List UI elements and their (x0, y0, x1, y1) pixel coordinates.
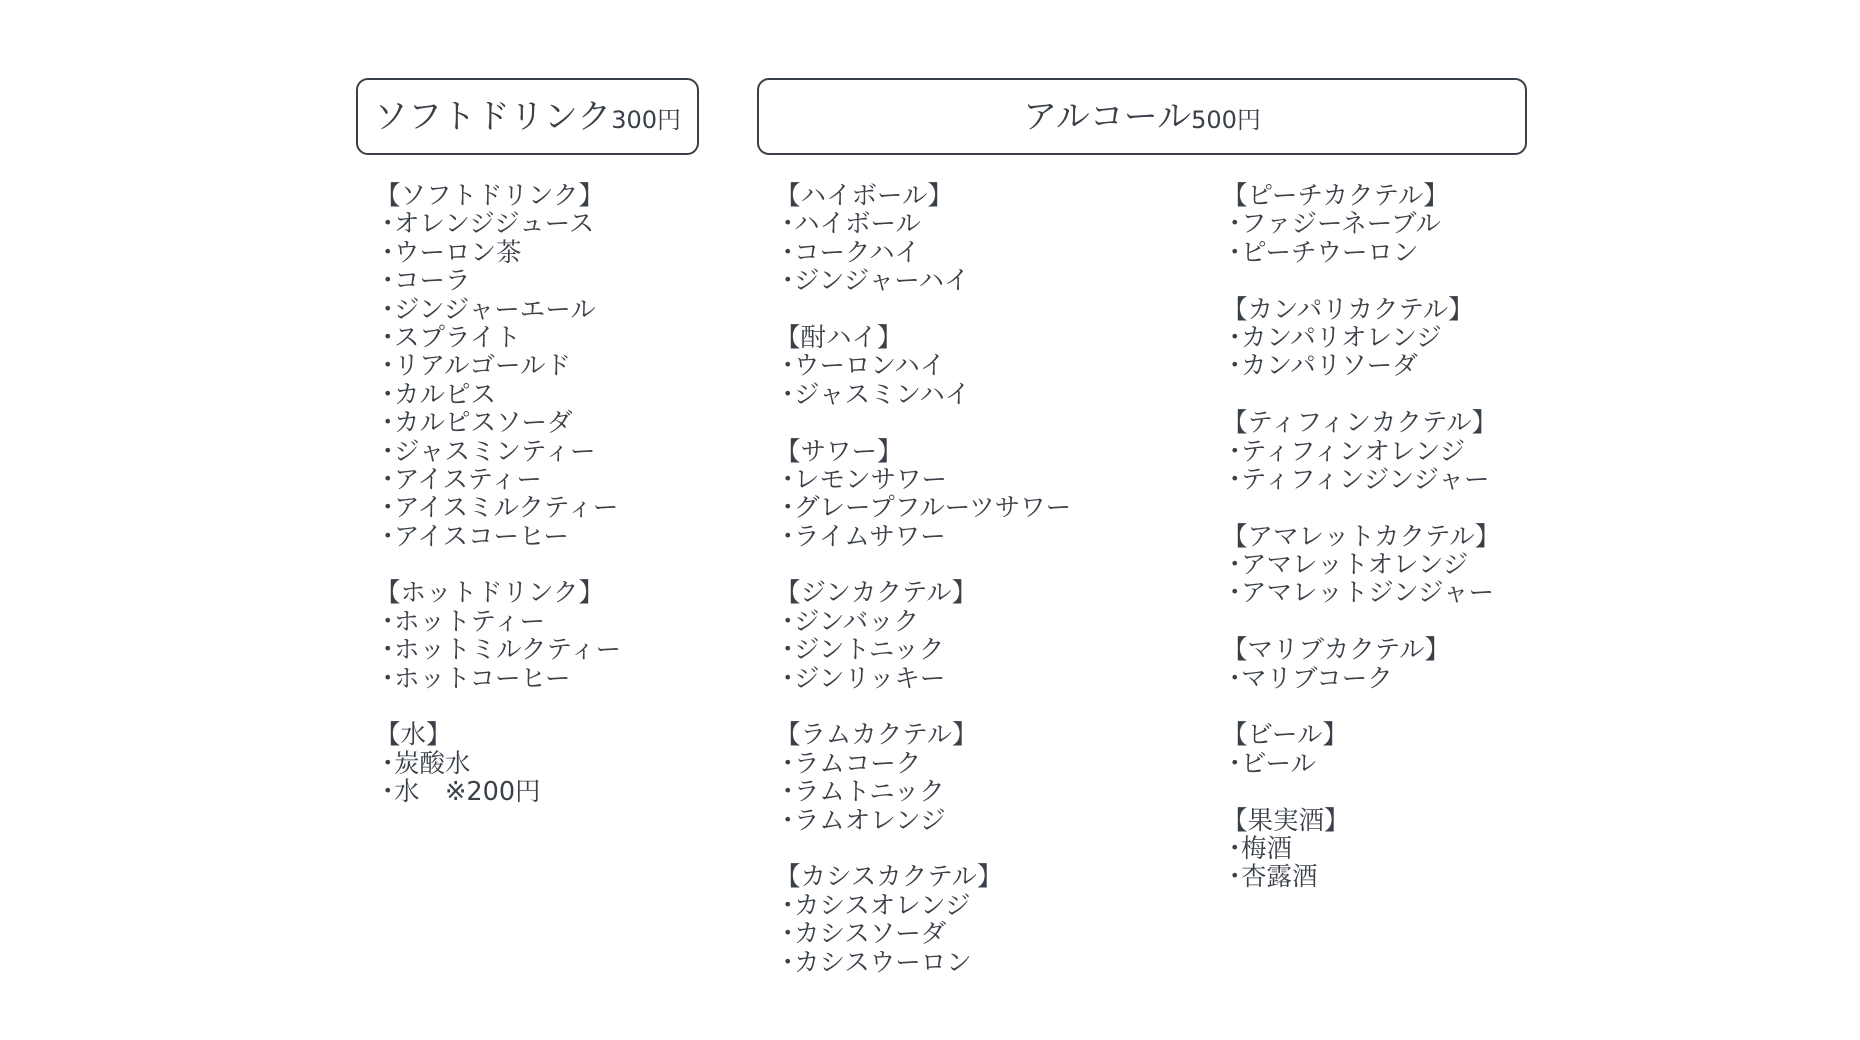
menu-item (1222, 239, 1500, 267)
menu-section (775, 182, 1071, 296)
menu-item-label: ティフィンジンジャー (1241, 464, 1490, 495)
menu-item-label: ジンジャーハイ (794, 266, 970, 297)
bullet-icon: ・ (775, 237, 801, 268)
menu-item (775, 523, 1071, 551)
bullet-icon: ・ (775, 777, 801, 808)
menu-section (375, 721, 621, 806)
bullet-icon: ・ (375, 379, 401, 410)
menu-item (375, 296, 621, 324)
menu-item (1222, 863, 1500, 891)
menu-item (375, 352, 621, 380)
menu-item-label: ジャスミンハイ (794, 379, 971, 410)
menu-item (775, 239, 1071, 267)
bullet-icon: ・ (375, 408, 401, 439)
section-heading: 【水】 (375, 720, 452, 751)
bullet-icon: ・ (775, 635, 801, 666)
section-item-list (1222, 324, 1500, 381)
bullet-icon: ・ (1222, 464, 1248, 495)
section-heading: 【マリブカクテル】 (1222, 635, 1450, 666)
bullet-icon: ・ (1222, 237, 1248, 268)
section-heading: 【ジンカクテル】 (775, 578, 978, 609)
menu-item (1222, 551, 1500, 579)
bullet-icon: ・ (375, 493, 401, 524)
section-item-list (1222, 210, 1500, 267)
menu-item (775, 636, 1071, 664)
menu-item-label: ファジーネーブル (1241, 209, 1441, 240)
bullet-icon: ・ (375, 294, 401, 325)
soft-drink-header (356, 78, 699, 155)
menu-item (775, 778, 1071, 806)
bullet-icon: ・ (375, 777, 401, 808)
bullet-icon: ・ (375, 436, 401, 467)
menu-item-label: ホットティー (394, 606, 545, 637)
section-item-list (375, 750, 621, 807)
menu-item-label: アイスコーヒー (394, 521, 569, 552)
menu-item-label: カンパリソーダ (1241, 351, 1418, 382)
menu-section (775, 438, 1071, 552)
section-item-list (775, 892, 1071, 977)
menu-item-label: コークハイ (794, 237, 920, 268)
menu-section (1222, 807, 1500, 892)
alcohol-column-2 (1222, 182, 1500, 920)
bullet-icon: ・ (375, 351, 401, 382)
menu-item (775, 381, 1071, 409)
menu-item (375, 665, 621, 693)
alcohol-title: アルコール (1023, 96, 1192, 137)
menu-item (375, 324, 621, 352)
menu-item (1222, 210, 1500, 238)
section-item-list (775, 352, 1071, 409)
bullet-icon: ・ (1222, 209, 1248, 240)
menu-item-label: マリブコーク (1241, 663, 1393, 694)
menu-item (375, 438, 621, 466)
bullet-icon: ・ (375, 464, 401, 495)
menu-section (375, 579, 621, 693)
bullet-icon: ・ (375, 266, 401, 297)
bullet-icon: ・ (775, 209, 801, 240)
bullet-icon: ・ (775, 947, 801, 978)
menu-item-label: ジントニック (794, 635, 945, 666)
menu-item-label: ホットミルクティー (394, 635, 621, 666)
menu-item-label: 梅酒 (1241, 833, 1293, 864)
section-heading: 【アマレットカクテル】 (1222, 521, 1501, 552)
section-item-list (1222, 665, 1500, 693)
menu-section (1222, 636, 1500, 693)
menu-item (375, 494, 621, 522)
menu-item-label: ジンリッキー (794, 663, 946, 694)
bullet-icon: ・ (375, 606, 401, 637)
menu-item (775, 892, 1071, 920)
menu-item (375, 239, 621, 267)
menu-item-label: グレープフルーツサワー (794, 493, 1072, 524)
menu-item (1222, 665, 1500, 693)
menu-item-label: ジンジャーエール (394, 294, 596, 325)
menu-item (375, 409, 621, 437)
section-heading: 【カシスカクテル】 (775, 862, 1003, 893)
bullet-icon: ・ (375, 748, 401, 779)
bullet-icon: ・ (1222, 578, 1248, 609)
menu-item-label: レモンサワー (794, 464, 948, 495)
soft-drink-title: ソフトドリンク (373, 96, 612, 137)
menu-item (375, 750, 621, 778)
section-item-list (375, 210, 621, 551)
bullet-icon: ・ (375, 237, 401, 268)
bullet-icon: ・ (775, 606, 801, 637)
menu-item-label: スプライト (394, 322, 521, 353)
menu-item (775, 807, 1071, 835)
menu-item (775, 750, 1071, 778)
section-item-list (1222, 750, 1500, 778)
menu-item (775, 608, 1071, 636)
bullet-icon: ・ (775, 919, 801, 950)
menu-section (775, 324, 1071, 409)
bullet-icon: ・ (775, 805, 801, 836)
section-heading: 【ホットドリンク】 (375, 578, 604, 609)
section-item-list (1222, 551, 1500, 608)
bullet-icon: ・ (775, 493, 801, 524)
menu-section (775, 721, 1071, 835)
menu-item-label: カシスオレンジ (794, 890, 971, 921)
section-heading: 【酎ハイ】 (775, 322, 903, 353)
bullet-icon: ・ (1222, 862, 1248, 893)
section-heading: 【ビール】 (1222, 720, 1348, 751)
bullet-icon: ・ (775, 748, 801, 779)
menu-item (375, 636, 621, 664)
menu-item (1222, 352, 1500, 380)
menu-section (1222, 296, 1500, 381)
section-item-list (775, 608, 1071, 693)
section-item-list (1222, 835, 1500, 892)
section-heading: 【カンパリカクテル】 (1222, 294, 1474, 325)
menu-item-label: アマレットオレンジ (1241, 550, 1469, 581)
section-item-list (1222, 438, 1500, 495)
menu-section (775, 863, 1071, 977)
menu-item (775, 665, 1071, 693)
menu-item-label: ウーロンハイ (794, 351, 946, 382)
menu-item (1222, 438, 1500, 466)
menu-item-label: ウーロン茶 (394, 237, 522, 268)
menu-item (375, 267, 621, 295)
menu-item-label: カシスソーダ (794, 919, 947, 950)
section-item-list (775, 466, 1071, 551)
bullet-icon: ・ (775, 464, 801, 495)
bullet-icon: ・ (775, 890, 801, 921)
menu-section (1222, 523, 1500, 608)
bullet-icon: ・ (1222, 550, 1248, 581)
menu-item (775, 210, 1071, 238)
bullet-icon: ・ (1222, 351, 1248, 382)
menu-item-label: アイスティー (394, 464, 542, 495)
menu-item (775, 352, 1071, 380)
menu-item (375, 381, 621, 409)
menu-item (1222, 835, 1500, 863)
menu-item-label: カシスウーロン (794, 947, 972, 978)
bullet-icon: ・ (775, 351, 801, 382)
menu-item-label: ビール (1241, 748, 1316, 779)
section-heading: 【ピーチカクテル】 (1222, 181, 1449, 211)
menu-item-label: ラムオレンジ (794, 805, 946, 836)
bullet-icon: ・ (1222, 663, 1248, 694)
menu-item (1222, 324, 1500, 352)
menu-item-label: 杏露酒 (1241, 862, 1318, 893)
section-heading: 【ハイボール】 (775, 181, 953, 211)
bullet-icon: ・ (775, 663, 801, 694)
menu-item-label: アイスミルクティー (394, 493, 619, 524)
menu-item-label: 炭酸水 (394, 748, 471, 779)
menu-item (775, 949, 1071, 977)
section-heading: 【果実酒】 (1222, 805, 1350, 836)
menu-item-label: ピーチウーロン (1241, 237, 1419, 268)
soft-drink-price: 300円 (611, 105, 682, 134)
menu-item (775, 466, 1071, 494)
soft-drink-column (375, 182, 621, 835)
section-heading: 【ソフトドリンク】 (375, 181, 604, 211)
menu-item (375, 523, 621, 551)
bullet-icon: ・ (375, 663, 401, 694)
section-item-list (775, 750, 1071, 835)
menu-item-label: ホットコーヒー (394, 663, 571, 694)
bullet-icon: ・ (375, 521, 401, 552)
bullet-icon: ・ (1222, 322, 1248, 353)
menu-item-label: カルピス (394, 379, 497, 410)
menu-item (775, 920, 1071, 948)
bullet-icon: ・ (375, 322, 401, 353)
menu-item-label: 水 ※200円 (394, 777, 541, 808)
menu-item (375, 778, 621, 806)
menu-item-label: コーラ (394, 266, 471, 297)
alcohol-price: 500円 (1191, 105, 1261, 134)
menu-item-label: ティフィンオレンジ (1241, 436, 1466, 467)
bullet-icon: ・ (1222, 436, 1248, 467)
bullet-icon: ・ (375, 209, 401, 240)
menu-item-label: ハイボール (794, 209, 921, 240)
menu-item-label: ラムコーク (794, 748, 922, 779)
menu-section (775, 579, 1071, 693)
bullet-icon: ・ (375, 635, 401, 666)
section-heading: 【ラムカクテル】 (775, 720, 978, 751)
menu-item (1222, 466, 1500, 494)
menu-item (775, 494, 1071, 522)
menu-item (1222, 579, 1500, 607)
menu-item (1222, 750, 1500, 778)
menu-item-label: リアルゴールド (394, 351, 571, 382)
bullet-icon: ・ (1222, 833, 1248, 864)
menu-item-label: ラムトニック (794, 777, 945, 808)
section-item-list (375, 608, 621, 693)
menu-item-label: カンパリオレンジ (1241, 322, 1442, 353)
menu-section (1222, 721, 1500, 778)
menu-section (1222, 409, 1500, 494)
bullet-icon: ・ (1222, 748, 1248, 779)
menu-item (775, 267, 1071, 295)
section-item-list (775, 210, 1071, 295)
bullet-icon: ・ (775, 521, 801, 552)
menu-item-label: ライムサワー (794, 521, 946, 552)
menu-item-label: ジンバック (794, 606, 920, 637)
section-heading: 【ティフィンカクテル】 (1222, 408, 1498, 439)
menu-item (375, 210, 621, 238)
alcohol-column-1 (775, 182, 1071, 1005)
bullet-icon: ・ (775, 266, 801, 297)
menu-item (375, 608, 621, 636)
menu-section (1222, 182, 1500, 267)
bullet-icon: ・ (775, 379, 801, 410)
section-heading: 【サワー】 (775, 436, 903, 467)
menu-item-label: ジャスミンティー (394, 436, 596, 467)
menu-section (375, 182, 621, 551)
menu-item-label: カルピスソーダ (394, 408, 573, 439)
menu-item-label: アマレットジンジャー (1241, 578, 1494, 609)
menu-item-label: オレンジジュース (394, 209, 595, 240)
alcohol-header (757, 78, 1527, 155)
menu-item (375, 466, 621, 494)
